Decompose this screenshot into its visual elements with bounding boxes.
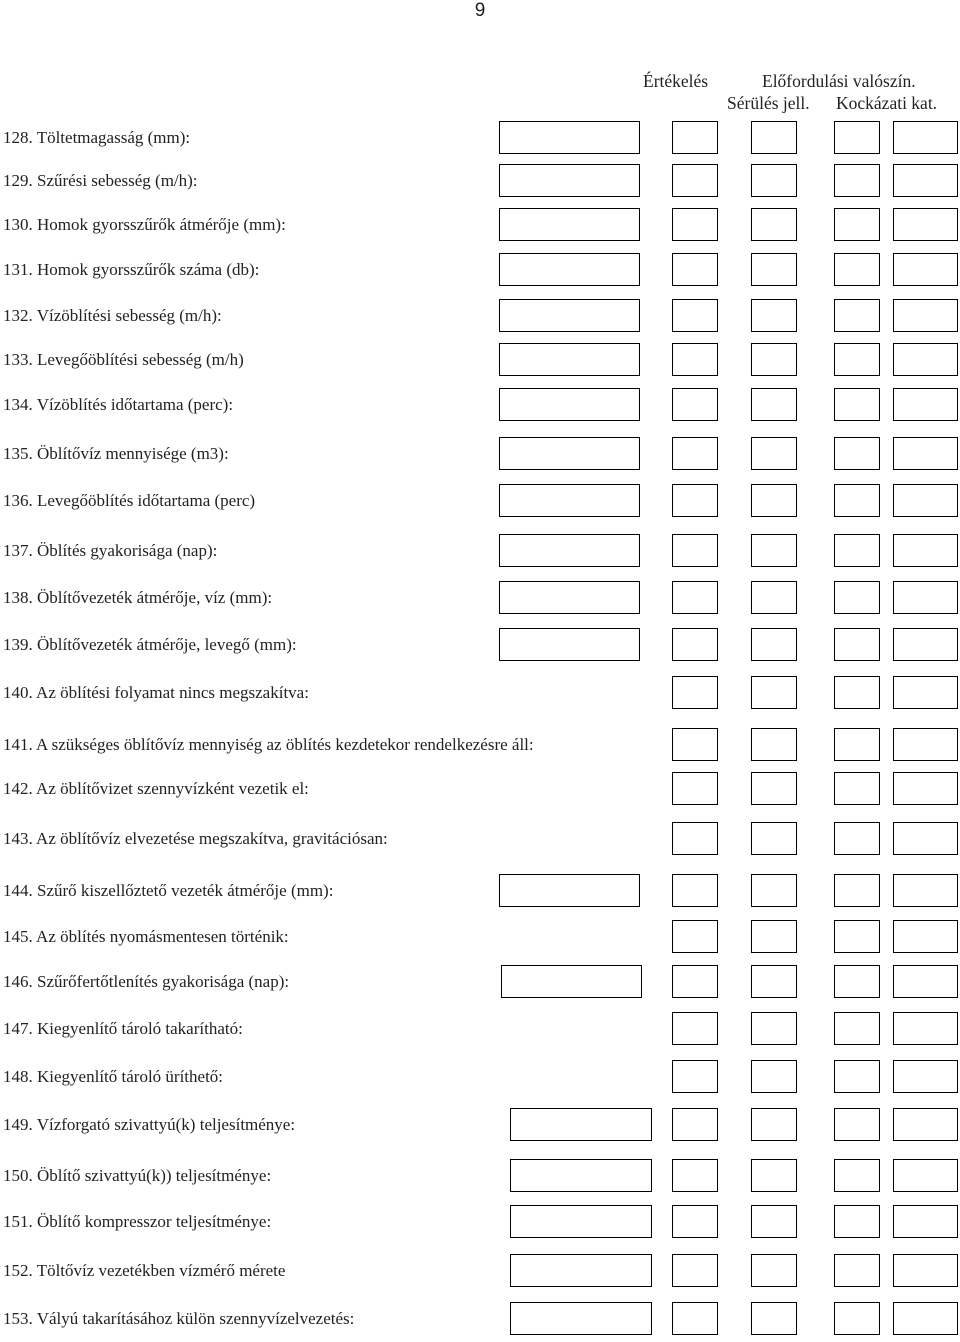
kockazati-box[interactable] <box>893 1060 958 1093</box>
form-row <box>0 1302 960 1336</box>
valoszinuseg-box[interactable] <box>751 1108 797 1141</box>
row-label: 141. A szükséges öblítővíz mennyiség az öblítés kezdetekor rendelkezésre áll: <box>3 735 534 754</box>
row-label: 145. Az öblítés nyomásmentesen történik: <box>3 927 289 946</box>
row-label: 139. Öblítővezeték átmérője, levegő (mm): <box>3 635 297 654</box>
ertekeles-box[interactable] <box>672 208 718 241</box>
kockazati-box[interactable] <box>893 772 958 805</box>
header-serules-jellege: Sérülés jell. <box>727 93 810 113</box>
serules-box[interactable] <box>834 1108 880 1141</box>
kockazati-box[interactable] <box>893 437 958 470</box>
form-row <box>0 343 960 377</box>
ertekeles-box[interactable] <box>672 822 718 855</box>
row-label: 134. Vízöblítés időtartama (perc): <box>3 395 234 414</box>
serules-box[interactable] <box>834 772 880 805</box>
kockazati-box[interactable] <box>893 920 958 953</box>
row-label: 149. Vízforgató szivattyú(k) teljesítménye: <box>3 1115 296 1134</box>
kockazati-box[interactable] <box>893 1159 958 1192</box>
form-row <box>0 1159 960 1193</box>
serules-box[interactable] <box>834 965 880 998</box>
row-label: 130. Homok gyorsszűrők átmérője (mm): <box>3 215 286 234</box>
value-input-box[interactable] <box>499 484 640 517</box>
form-row <box>0 920 960 954</box>
value-input-box[interactable] <box>499 121 640 154</box>
valoszinuseg-box[interactable] <box>751 1012 797 1045</box>
kockazati-box[interactable] <box>893 343 958 376</box>
valoszinuseg-box[interactable] <box>751 388 797 421</box>
ertekeles-box[interactable] <box>672 121 718 154</box>
valoszinuseg-box[interactable] <box>751 772 797 805</box>
value-input-box[interactable] <box>510 1205 652 1238</box>
kockazati-box[interactable] <box>893 676 958 709</box>
serules-box[interactable] <box>834 1159 880 1192</box>
ertekeles-box[interactable] <box>672 676 718 709</box>
valoszinuseg-box[interactable] <box>751 1302 797 1335</box>
row-label: 131. Homok gyorsszűrők száma (db): <box>3 260 260 279</box>
serules-box[interactable] <box>834 343 880 376</box>
valoszinuseg-box[interactable] <box>751 920 797 953</box>
kockazati-box[interactable] <box>893 164 958 197</box>
serules-box[interactable] <box>834 628 880 661</box>
row-label: 150. Öblítő szivattyú(k)) teljesítménye: <box>3 1166 272 1185</box>
ertekeles-box[interactable] <box>672 1205 718 1238</box>
row-label: 137. Öblítés gyakorisága (nap): <box>3 541 218 560</box>
form-row <box>0 534 960 568</box>
value-input-box[interactable] <box>499 208 640 241</box>
form-row <box>0 164 960 198</box>
row-label: 148. Kiegyenlítő tároló üríthető: <box>3 1067 224 1086</box>
ertekeles-box[interactable] <box>672 299 718 332</box>
row-label: 136. Levegőöblítés időtartama (perc) <box>3 491 256 510</box>
kockazati-box[interactable] <box>893 628 958 661</box>
kockazati-box[interactable] <box>893 874 958 907</box>
ertekeles-box[interactable] <box>672 1254 718 1287</box>
value-input-box[interactable] <box>499 534 640 567</box>
valoszinuseg-box[interactable] <box>751 484 797 517</box>
valoszinuseg-box[interactable] <box>751 121 797 154</box>
kockazati-box[interactable] <box>893 484 958 517</box>
row-label: 146. Szűrőfertőtlenítés gyakorisága (nap): <box>3 972 290 991</box>
form-row <box>0 253 960 287</box>
serules-box[interactable] <box>834 208 880 241</box>
valoszinuseg-box[interactable] <box>751 1254 797 1287</box>
row-label: 143. Az öblítővíz elvezetése megszakítva, gravitációsan: <box>3 829 388 848</box>
form-row <box>0 437 960 471</box>
kockazati-box[interactable] <box>893 965 958 998</box>
form-row <box>0 1108 960 1142</box>
serules-box[interactable] <box>834 437 880 470</box>
serules-box[interactable] <box>834 121 880 154</box>
value-input-box[interactable] <box>499 299 640 332</box>
header-ertekeles: Értékelés <box>643 71 709 91</box>
form-row <box>0 388 960 422</box>
valoszinuseg-box[interactable] <box>751 343 797 376</box>
ertekeles-box[interactable] <box>672 628 718 661</box>
value-input-box[interactable] <box>499 628 640 661</box>
serules-box[interactable] <box>834 728 880 761</box>
form-row <box>0 965 960 999</box>
ertekeles-box[interactable] <box>672 1302 718 1335</box>
serules-box[interactable] <box>834 253 880 286</box>
row-label: 140. Az öblítési folyamat nincs megszakítva: <box>3 683 309 702</box>
ertekeles-box[interactable] <box>672 728 718 761</box>
form-row <box>0 299 960 333</box>
value-input-box[interactable] <box>510 1254 652 1287</box>
form-row <box>0 676 960 710</box>
kockazati-box[interactable] <box>893 388 958 421</box>
valoszinuseg-box[interactable] <box>751 437 797 470</box>
row-label: 142. Az öblítővizet szennyvízként vezetik el: <box>3 779 309 798</box>
serules-box[interactable] <box>834 581 880 614</box>
serules-box[interactable] <box>834 676 880 709</box>
value-input-box[interactable] <box>499 437 640 470</box>
ertekeles-box[interactable] <box>672 164 718 197</box>
serules-box[interactable] <box>834 920 880 953</box>
ertekeles-box[interactable] <box>672 388 718 421</box>
header-kockazati-kategoria: Kockázati kat. <box>836 93 938 113</box>
serules-box[interactable] <box>834 484 880 517</box>
kockazati-box[interactable] <box>893 1205 958 1238</box>
ertekeles-box[interactable] <box>672 581 718 614</box>
ertekeles-box[interactable] <box>672 484 718 517</box>
ertekeles-box[interactable] <box>672 1159 718 1192</box>
form-row <box>0 874 960 908</box>
kockazati-box[interactable] <box>893 1012 958 1045</box>
form-row <box>0 822 960 856</box>
ertekeles-box[interactable] <box>672 874 718 907</box>
form-row <box>0 628 960 662</box>
page-number: 9 <box>474 0 486 21</box>
row-label: 152. Töltővíz vezetékben vízmérő mérete <box>3 1261 286 1280</box>
valoszinuseg-box[interactable] <box>751 676 797 709</box>
kockazati-box[interactable] <box>893 253 958 286</box>
ertekeles-box[interactable] <box>672 920 718 953</box>
form-row <box>0 121 960 155</box>
valoszinuseg-box[interactable] <box>751 1205 797 1238</box>
row-label: 144. Szűrő kiszellőztető vezeték átmérője (mm): <box>3 881 334 900</box>
form-row <box>0 1012 960 1046</box>
ertekeles-box[interactable] <box>672 1060 718 1093</box>
serules-box[interactable] <box>834 299 880 332</box>
form-row <box>0 1205 960 1239</box>
serules-box[interactable] <box>834 1302 880 1335</box>
kockazati-box[interactable] <box>893 1108 958 1141</box>
form-row <box>0 1060 960 1094</box>
ertekeles-box[interactable] <box>672 772 718 805</box>
row-label: 135. Öblítővíz mennyisége (m3): <box>3 444 229 463</box>
form-row <box>0 728 960 762</box>
form-row <box>0 581 960 615</box>
value-input-box[interactable] <box>510 1159 652 1192</box>
row-label: 129. Szűrési sebesség (m/h): <box>3 171 198 190</box>
serules-box[interactable] <box>834 1012 880 1045</box>
serules-box[interactable] <box>834 534 880 567</box>
kockazati-box[interactable] <box>893 822 958 855</box>
valoszinuseg-box[interactable] <box>751 728 797 761</box>
row-label: 138. Öblítővezeték átmérője, víz (mm): <box>3 588 273 607</box>
form-row <box>0 484 960 518</box>
form-row <box>0 772 960 806</box>
valoszinuseg-box[interactable] <box>751 253 797 286</box>
header-elofordulasi-valoszinuseg: Előfordulási valószín. <box>762 71 916 91</box>
kockazati-box[interactable] <box>893 534 958 567</box>
valoszinuseg-box[interactable] <box>751 1159 797 1192</box>
value-input-box[interactable] <box>499 581 640 614</box>
row-label: 151. Öblítő kompresszor teljesítménye: <box>3 1212 272 1231</box>
serules-box[interactable] <box>834 164 880 197</box>
kockazati-box[interactable] <box>893 1254 958 1287</box>
ertekeles-box[interactable] <box>672 1012 718 1045</box>
valoszinuseg-box[interactable] <box>751 965 797 998</box>
ertekeles-box[interactable] <box>672 253 718 286</box>
value-input-box[interactable] <box>499 874 640 907</box>
serules-box[interactable] <box>834 874 880 907</box>
row-label: 133. Levegőöblítési sebesség (m/h) <box>3 350 244 369</box>
valoszinuseg-box[interactable] <box>751 628 797 661</box>
valoszinuseg-box[interactable] <box>751 164 797 197</box>
valoszinuseg-box[interactable] <box>751 581 797 614</box>
valoszinuseg-box[interactable] <box>751 1060 797 1093</box>
kockazati-box[interactable] <box>893 728 958 761</box>
value-input-box[interactable] <box>499 253 640 286</box>
kockazati-box[interactable] <box>893 299 958 332</box>
form-row <box>0 1254 960 1288</box>
row-label: 128. Töltetmagasság (mm): <box>3 128 191 147</box>
kockazati-box[interactable] <box>893 208 958 241</box>
value-input-box[interactable] <box>510 1108 652 1141</box>
ertekeles-box[interactable] <box>672 534 718 567</box>
serules-box[interactable] <box>834 1254 880 1287</box>
value-input-box[interactable] <box>501 965 642 998</box>
valoszinuseg-box[interactable] <box>751 208 797 241</box>
serules-box[interactable] <box>834 388 880 421</box>
serules-box[interactable] <box>834 1205 880 1238</box>
valoszinuseg-box[interactable] <box>751 874 797 907</box>
serules-box[interactable] <box>834 1060 880 1093</box>
serules-box[interactable] <box>834 822 880 855</box>
row-label: 147. Kiegyenlítő tároló takarítható: <box>3 1019 243 1038</box>
value-input-box[interactable] <box>499 343 640 376</box>
form-row <box>0 208 960 242</box>
value-input-box[interactable] <box>499 388 640 421</box>
row-label: 132. Vízöblítési sebesség (m/h): <box>3 306 222 325</box>
kockazati-box[interactable] <box>893 581 958 614</box>
valoszinuseg-box[interactable] <box>751 534 797 567</box>
value-input-box[interactable] <box>510 1302 652 1335</box>
valoszinuseg-box[interactable] <box>751 299 797 332</box>
row-label: 153. Vályú takarításához külön szennyvízelvezetés: <box>3 1309 355 1328</box>
ertekeles-box[interactable] <box>672 343 718 376</box>
ertekeles-box[interactable] <box>672 965 718 998</box>
ertekeles-box[interactable] <box>672 437 718 470</box>
kockazati-box[interactable] <box>893 1302 958 1335</box>
ertekeles-box[interactable] <box>672 1108 718 1141</box>
value-input-box[interactable] <box>499 164 640 197</box>
valoszinuseg-box[interactable] <box>751 822 797 855</box>
kockazati-box[interactable] <box>893 121 958 154</box>
